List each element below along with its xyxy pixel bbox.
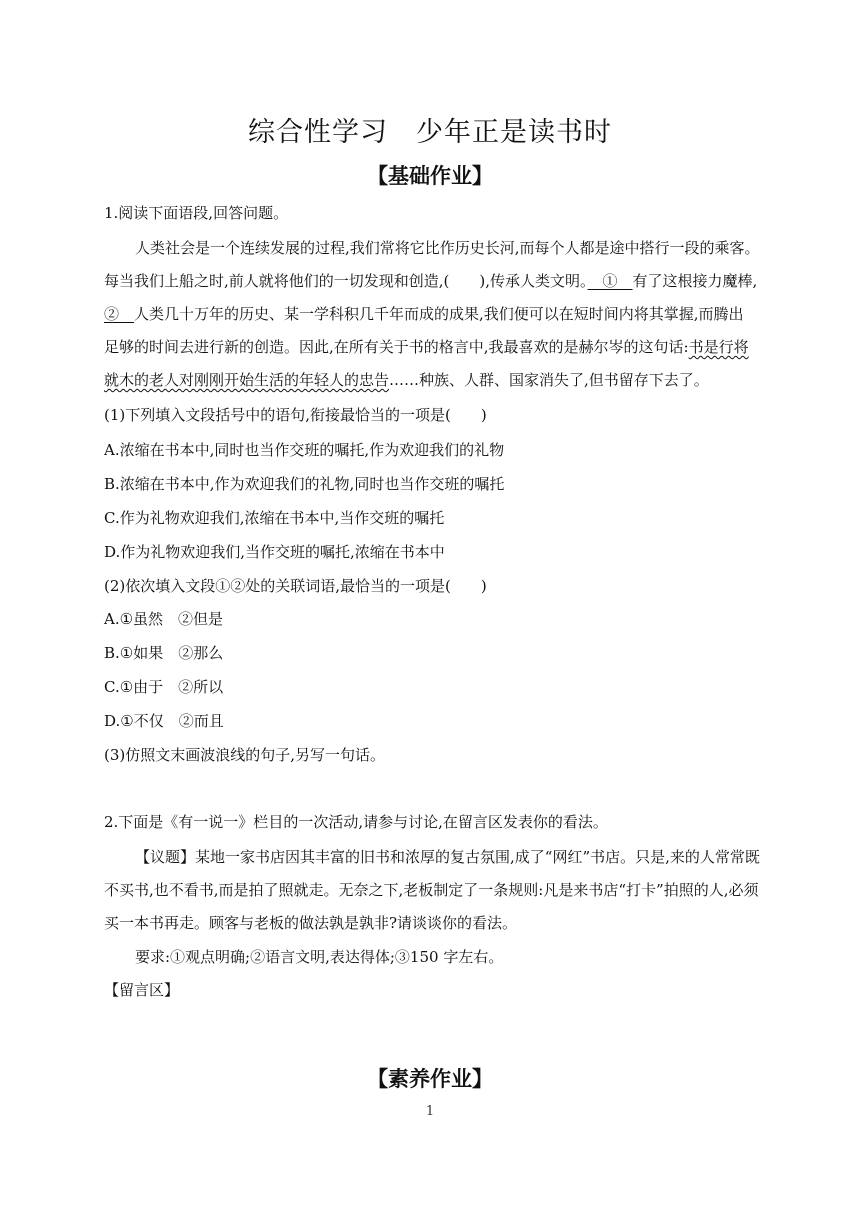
page-title: 综合性学习 少年正是读书时 bbox=[248, 117, 612, 148]
q1-passage-line-1: 人类社会是一个连续发展的过程,我们常将它比作历史长河,而每个人都是途中搭行一段的乘客。 bbox=[135, 239, 760, 257]
blank-1: ① bbox=[587, 272, 633, 290]
section-heading-literacy: 【素养作业】 bbox=[367, 1067, 493, 1091]
page-number: 1 bbox=[425, 1104, 435, 1119]
passage-text: 每当我们上船之时,前人就将他们的一切发现和创造,( ),传承人类文明。 bbox=[104, 272, 588, 290]
q1-sub1-option-c: C.作为礼物欢迎我们,浓缩在书本中,当作交班的嘱托 bbox=[104, 509, 445, 527]
q1-sub2-stem: (2)依次填入文段①②处的关联词语,最恰当的一项是( ) bbox=[104, 577, 487, 595]
passage-text: ……种族、人群、国家消失了,但书留存下去了。 bbox=[389, 371, 709, 389]
q1-intro: 1.阅读下面语段,回答问题。 bbox=[104, 204, 289, 222]
q1-sub2-option-c: C.①由于 ②所以 bbox=[104, 678, 224, 696]
q2-topic-line-1 bbox=[135, 847, 760, 867]
q1-passage-line-5 bbox=[104, 370, 709, 390]
q1-sub1-stem: (1)下列填入文段括号中的语句,衔接最恰当的一项是( ) bbox=[104, 406, 487, 424]
passage-text: 人类几十万年的历史、某一学科积几千年而成的成果,我们便可以在短时间内将其掌握,而腾出 bbox=[134, 305, 744, 323]
q2-requirement: 要求:①观点明确;②语言文明,表达得体;③150 字左右。 bbox=[135, 948, 504, 966]
passage-text: 有了这根接力魔棒, bbox=[632, 272, 758, 290]
q1-passage-line-2 bbox=[104, 271, 757, 291]
q2-topic-line-2: 不买书,也不看书,而是拍了照就走。无奈之下,老板制定了一条规则:凡是来书店“打卡”拍照的人,必须 bbox=[104, 881, 759, 899]
blank-2: ② bbox=[104, 305, 135, 323]
q1-sub1-option-b: B.浓缩在书本中,作为欢迎我们的礼物,同时也当作交班的嘱托 bbox=[104, 475, 505, 493]
passage-text: 足够的时间去进行新的创造。因此,在所有关于书的格言中,我最喜欢的是赫尔岑的这句话: bbox=[104, 338, 689, 356]
q1-sub1-option-d: D.作为礼物欢迎我们,当作交班的嘱托,浓缩在书本中 bbox=[104, 543, 445, 561]
wavy-underlined-text: 书是行将 bbox=[688, 338, 749, 356]
comment-area-label: 【留言区】 bbox=[104, 981, 180, 999]
q1-sub2-option-b: B.①如果 ②那么 bbox=[104, 644, 224, 662]
q1-sub2-option-d: D.①不仅 ②而且 bbox=[104, 712, 224, 730]
topic-text: 某地一家书店因其丰富的旧书和浓厚的复古氛围,成了“网红”书店。只是,来的人常常既 bbox=[195, 848, 760, 866]
q1-passage-line-3 bbox=[104, 304, 744, 324]
q1-sub2-option-a: A.①虽然 ②但是 bbox=[104, 610, 224, 628]
q2-topic-line-3: 买一本书再走。顾客与老板的做法孰是孰非?请谈谈你的看法。 bbox=[104, 914, 518, 932]
q1-sub3-stem: (3)仿照文末画波浪线的句子,另写一句话。 bbox=[104, 746, 386, 764]
topic-label: 【议题】 bbox=[135, 848, 196, 866]
q1-sub1-option-a: A.浓缩在书本中,同时也当作交班的嘱托,作为欢迎我们的礼物 bbox=[104, 441, 505, 459]
section-heading-basic: 【基础作业】 bbox=[367, 164, 493, 188]
wavy-underlined-text: 就木的老人对刚刚开始生活的年轻人的忠告 bbox=[104, 371, 390, 389]
q1-passage-line-4 bbox=[104, 337, 749, 357]
q2-intro: 2.下面是《有一说一》栏目的一次活动,请参与讨论,在留言区发表你的看法。 bbox=[104, 813, 608, 831]
